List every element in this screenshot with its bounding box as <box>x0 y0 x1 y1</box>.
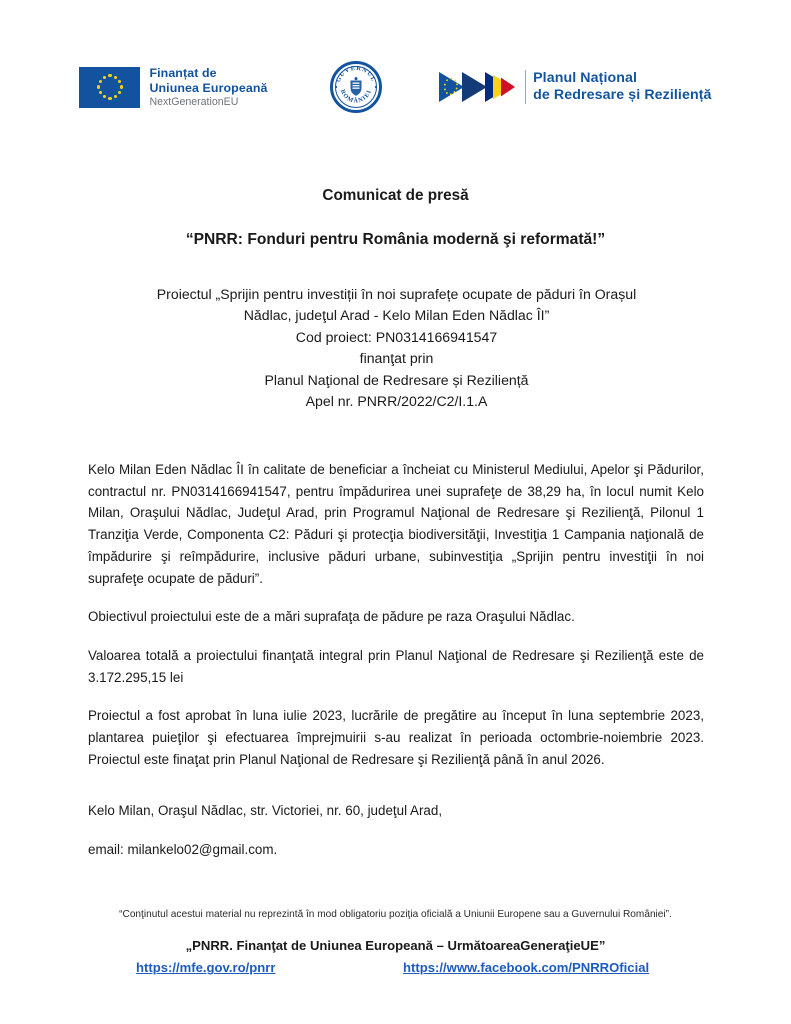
footer-tagline: „PNRR. Finanţat de Uniunea Europeană – UrmătoareaGeneraţieUE” <box>185 938 606 954</box>
link-mfe-pnrr[interactable]: https://mfe.gov.ro/pnrr <box>136 960 276 976</box>
eu-logo-line3: NextGenerationEU <box>149 96 239 109</box>
contact-address: Kelo Milan, Oraşul Nădlac, str. Victoriei, nr. 60, judeţul Arad, <box>88 803 443 818</box>
pnrr-logo-text <box>533 70 711 104</box>
pnrr-logo-line1: Planul Național <box>533 69 638 86</box>
contact-block <box>88 800 704 877</box>
header-logo-bar <box>0 56 791 118</box>
project-code: Cod proiect: PN0314166941547 <box>295 328 498 345</box>
eu-flag-icon <box>79 67 140 108</box>
eu-star-icon <box>120 85 123 88</box>
eu-star-icon <box>97 85 100 88</box>
eu-star-icon <box>114 95 117 98</box>
guvernul-romaniei-seal-icon <box>330 61 382 113</box>
project-financed-by: finanţat prin <box>359 350 434 367</box>
footer-links <box>0 960 791 980</box>
eu-star-icon <box>114 76 117 79</box>
eu-star-icon <box>103 76 106 79</box>
eu-star-icon <box>118 91 121 94</box>
project-programme: Planul Naţional de Redresare și Reziliență <box>264 371 529 388</box>
svg-text:GUVERNUL: GUVERNUL <box>334 64 377 84</box>
eu-star-icon <box>99 91 102 94</box>
eu-logo-line2: Uniunea Europeană <box>149 80 268 95</box>
eu-logo-text <box>149 65 267 109</box>
body-paragraph-1: Kelo Milan Eden Nădlac ÎI în calitate de beneficiar a încheiat cu Ministerul Mediului, Apelor şi Pădurilor, contractul nr. PN0314166941547, pentru împădurirea unei suprafeţe de 38,29 ha, în locul numit Kelo Milan, Oraşului Nădlac, Judeţul Arad, prin Programul Naţional de Redresare şi Rezilienţă, Pilonul 1 Tranziţia Verde, Componenta C2: Păduri şi protecţia biodiversităţii, Investiţia 1 Campania naţională de împădurire şi reîmpădurire, inclusive păduri urbane, subinvestiţia „Sprijin pentru investiţii în noi suprafeţe ocupate de păduri”. <box>88 462 704 586</box>
body-paragraph-2: Obiectivul proiectului este de a mări suprafaţa de pădure pe raza Oraşului Nădlac. <box>88 609 575 625</box>
body-paragraph-4: Proiectul a fost aprobat în luna iulie 2023, lucrările de pregătire au început în luna septembrie 2023, plantarea puieţilor şi efectuarea împrejmuirii s-au realizat în perioada octombrie-noiembrie 2023. Proiectul este finaţat prin Planul Naţional de Redresare şi Rezilienţă până în anul 2026. <box>88 708 704 767</box>
eu-logo-line1: Finanțat de <box>149 66 217 81</box>
pnrr-brand-logo <box>438 70 712 104</box>
eu-funding-logo <box>79 65 267 109</box>
link-facebook-pnrr[interactable]: https://www.facebook.com/PNRROficial <box>403 960 650 976</box>
project-line-2: Nădlac, judeţul Arad - Kelo Milan Eden Nădlac ÎI” <box>243 307 550 324</box>
title-block <box>88 186 703 250</box>
svg-text:ROMÂNIEI: ROMÂNIEI <box>338 88 373 105</box>
project-line-1: Proiectul „Sprijin pentru investiții în noi suprafețe ocupate de păduri în Orașul <box>156 286 637 302</box>
contact-email: email: milankelo02@gmail.com. <box>88 841 278 857</box>
eu-star-icon <box>118 80 121 83</box>
eu-star-icon <box>99 80 102 83</box>
footer <box>0 908 791 980</box>
body-content <box>88 459 704 787</box>
project-info-block <box>88 284 705 413</box>
eu-star-icon <box>108 74 111 77</box>
pnrr-logo-line2: de Redresare și Reziliență <box>533 87 712 103</box>
project-call-number: Apel nr. PNRR/2022/C2/I.1.A <box>305 393 488 410</box>
eu-star-icon <box>108 97 111 100</box>
eu-star-icon <box>103 95 106 98</box>
pnrr-arrows-icon <box>438 70 518 104</box>
page-subtitle: “PNRR: Fonduri pentru România modernă şi reformată!” <box>185 230 606 248</box>
pnrr-logo-divider <box>525 70 527 104</box>
footer-disclaimer: “Conţinutul acestui material nu reprezintă în mod obligatoriu poziţia oficială a Uniunii Europene sau a Guvernului României”. <box>119 909 672 920</box>
page-title: Comunicat de presă <box>322 187 469 204</box>
body-paragraph-3: Valoarea totală a proiectului finanţată integral prin Planul Naţional de Redresare şi Rezilienţă este de 3.172.295,15 lei <box>88 647 704 685</box>
